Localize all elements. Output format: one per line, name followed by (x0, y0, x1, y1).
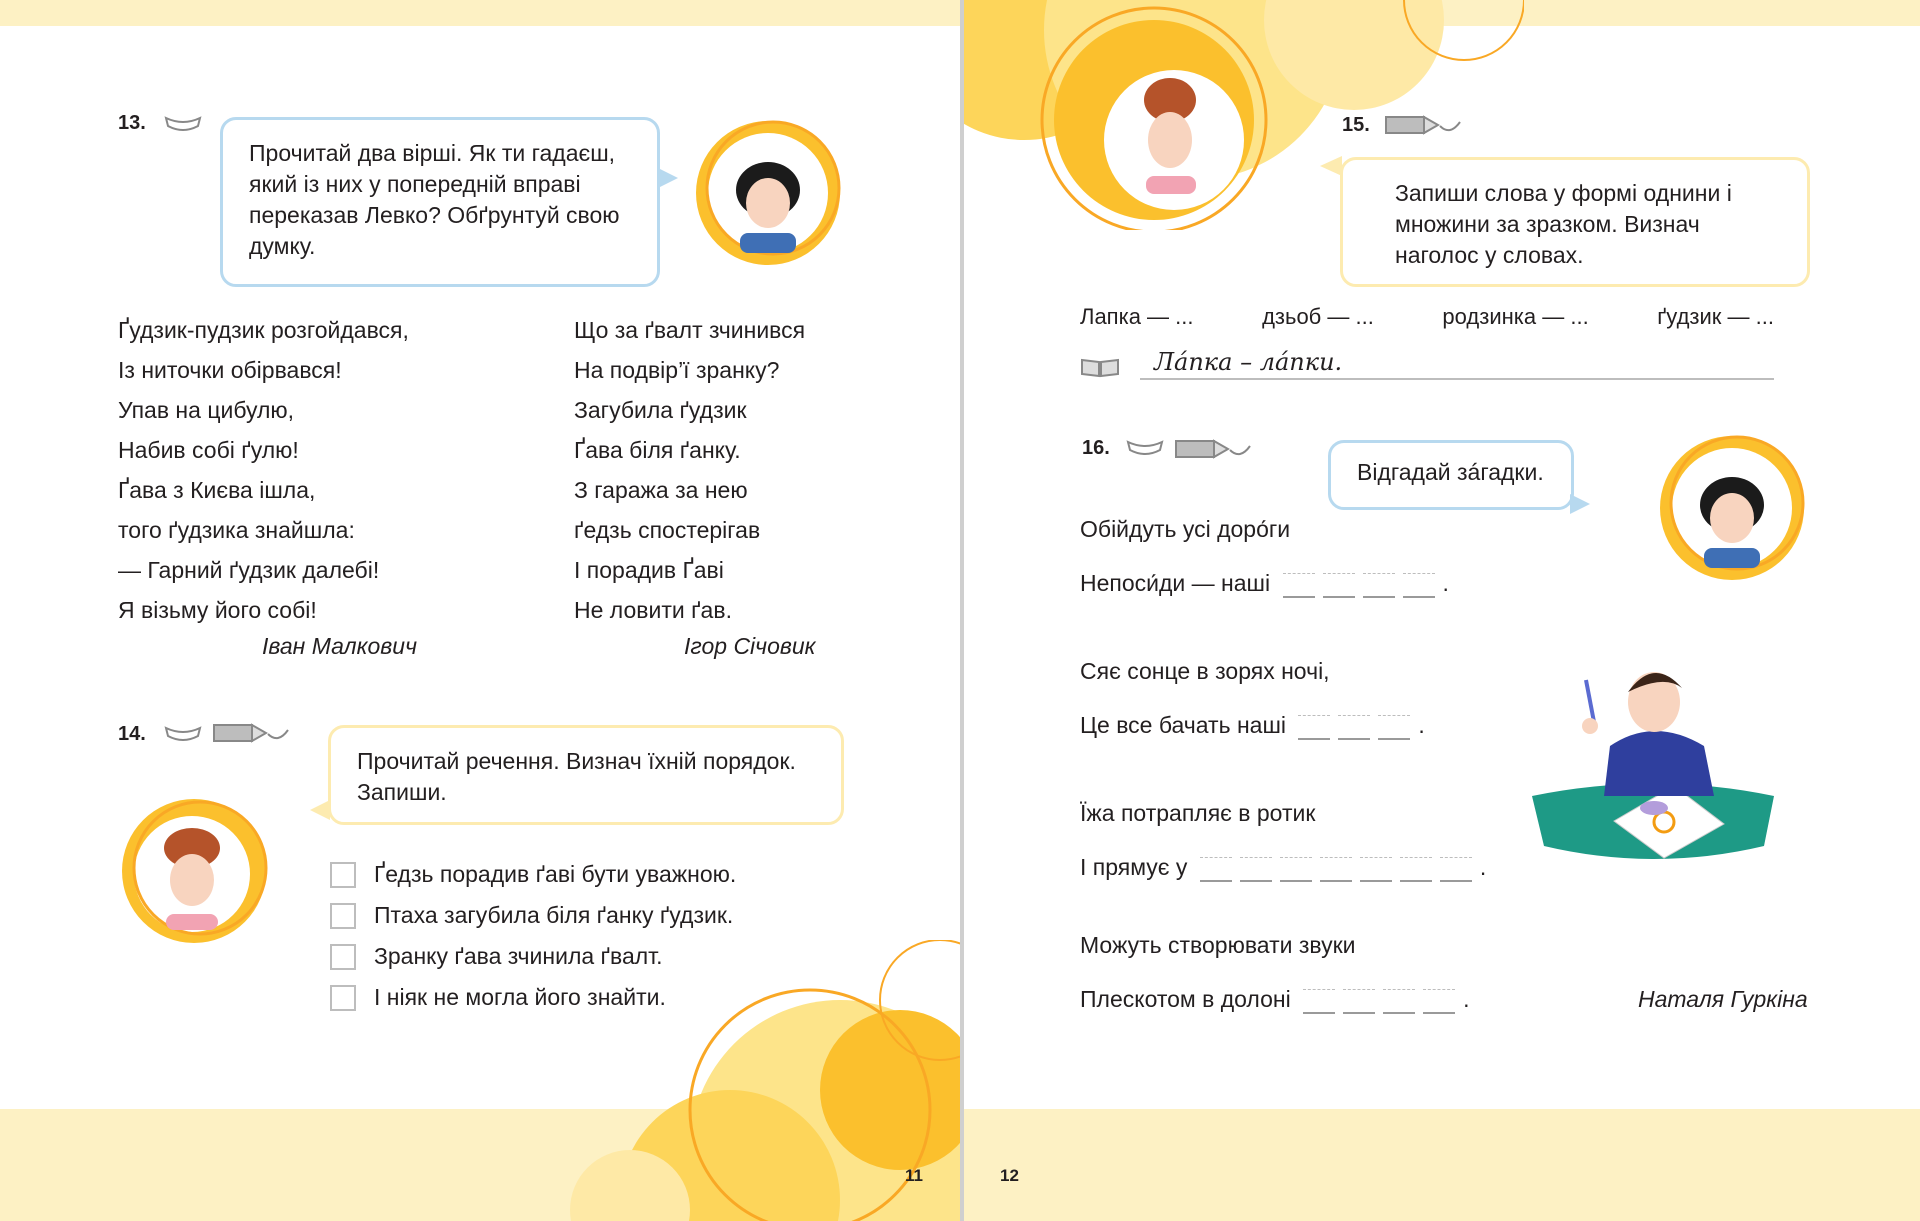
word-item: ґудзик — ... (1657, 304, 1774, 329)
riddle-3-line-2: І прямує у . (1080, 854, 1487, 880)
order-checkbox[interactable] (330, 985, 356, 1011)
exercise-14-instruction: Прочитай речення. Визнач їхній порядок. Запиши. (357, 748, 796, 805)
exercise-15-number: 15. (1342, 114, 1370, 136)
poem-line: Ґава біля ґанку. (574, 437, 741, 463)
poem-2 (574, 310, 805, 630)
example-line (1140, 348, 1774, 380)
riddle-4-line-2: Плескотом в долоні . (1080, 986, 1470, 1012)
answer-blank[interactable] (1200, 857, 1480, 881)
sentence-text: І ніяк не могла його знайти. (374, 984, 666, 1010)
riddle-1-line-2: Непоси́ди — наші . (1080, 570, 1449, 596)
page-number: 12 (1000, 1166, 1019, 1185)
girl-dark-hair-avatar-icon (1652, 433, 1812, 583)
poem-line: З гаража за нею (574, 477, 748, 503)
exercise-13-instruction: Прочитай два вірші. Як ти гадаєш, який із них у попередній вправі переказав Левко? Обґрунтуй свою думку. (249, 140, 620, 259)
poem-line: На подвір’ї зранку? (574, 357, 780, 383)
answer-blank[interactable] (1283, 573, 1443, 597)
sentence-text: Ґедзь порадив ґаві бути уважною. (374, 861, 737, 887)
example-handwriting: Ла́пка – ла́пки. (1154, 348, 1343, 376)
answer-blank[interactable] (1303, 989, 1463, 1013)
page-number: 11 (905, 1166, 923, 1185)
riddle-2-line-1: Сяє сонце в зорях ночі, (1080, 658, 1330, 684)
word-item: родзинка — ... (1442, 304, 1589, 329)
poem-line: Ґудзик-пудзик розгойдався, (118, 317, 409, 343)
girl-dark-hair-avatar-icon (688, 118, 848, 268)
read-book-icon (164, 724, 202, 746)
exercise-16-number: 16. (1082, 437, 1110, 459)
riddle-1-line-1: Обійдуть усі доро́ги (1080, 516, 1291, 542)
pencil-write-icon (1384, 112, 1464, 138)
open-book-icon (1080, 356, 1120, 378)
poem-line: І порадив Ґаві (574, 557, 724, 583)
exercise-15-bubble (1340, 157, 1810, 287)
riddle-1-text: Непоси́ди — наші (1080, 570, 1271, 596)
word-item: Лапка — ... (1080, 304, 1194, 329)
boy-drawing-illustration-icon (1524, 636, 1784, 872)
sentence-order-list (330, 854, 736, 1018)
read-book-icon (164, 114, 202, 136)
bubble-tail (1570, 494, 1590, 514)
top-band (0, 0, 960, 26)
riddle-2-line-2: Це все бачать наші . (1080, 712, 1425, 738)
poem-line: Що за ґвалт зчинився (574, 317, 806, 343)
pencil-write-icon (212, 720, 292, 746)
poem-line: Ґава з Києва ішла, (118, 477, 316, 503)
riddles-author: Наталя Гуркіна (1638, 986, 1808, 1012)
exercise-13-number: 13. (118, 112, 146, 134)
poem-1-author: Іван Малкович (262, 633, 418, 659)
right-page (964, 0, 1920, 1221)
poem-line: Загубила ґудзик (574, 397, 747, 423)
read-book-icon (1126, 438, 1164, 460)
poem-line: ґедзь спостерігав (574, 517, 761, 543)
bubble-tail (658, 168, 678, 188)
exercise-13-bubble (220, 117, 660, 287)
poem-line: — Гарний ґудзик далебі! (118, 557, 380, 583)
order-checkbox[interactable] (330, 903, 356, 929)
poem-2-author: Ігор Січовик (684, 633, 816, 659)
riddle-3-text: І прямує у (1080, 854, 1188, 880)
list-item (330, 936, 736, 977)
poem-line: Я візьму його собі! (118, 597, 317, 623)
sentence-text: Зранку ґава зчинила ґвалт. (374, 943, 663, 969)
list-item (330, 854, 736, 895)
word-item: дзьоб — ... (1262, 304, 1374, 329)
bubble-tail (1320, 156, 1342, 176)
poem-line: Набив собі ґулю! (118, 437, 299, 463)
exercise-14-number: 14. (118, 723, 146, 745)
poem-line: Не ловити ґав. (574, 597, 732, 623)
exercise-15-instruction: Запиши слова у формі однини і множини за зразком. Визнач наголос у словах. (1395, 180, 1732, 268)
list-item (330, 977, 736, 1018)
riddle-3-line-1: Їжа потрапляє в ротик (1080, 800, 1316, 826)
girl-red-hair-avatar-icon (114, 796, 274, 946)
riddle-2-text: Це все бачать наші (1080, 712, 1287, 738)
sentence-text: Птаха загубила біля ґанку ґудзик. (374, 902, 734, 928)
bottom-band (964, 1109, 1920, 1221)
exercise-16-instruction: Відгадай зáгадки. (1357, 459, 1544, 485)
answer-blank[interactable] (1298, 715, 1418, 739)
exercise-16-bubble (1328, 440, 1574, 510)
bubble-tail (310, 800, 330, 820)
riddle-4-text: Плескотом в долоні (1080, 986, 1291, 1012)
poem-1 (118, 310, 409, 630)
riddle-4-line-1: Можуть створювати звуки (1080, 932, 1356, 958)
pencil-write-icon (1174, 436, 1254, 462)
exercise-14-bubble (328, 725, 844, 825)
order-checkbox[interactable] (330, 862, 356, 888)
poem-line: Із ниточки обірвався! (118, 357, 342, 383)
order-checkbox[interactable] (330, 944, 356, 970)
poem-line: того ґудзика знайшла: (118, 517, 355, 543)
poem-line: Упав на цибулю, (118, 397, 295, 423)
list-item (330, 895, 736, 936)
word-list (1080, 304, 1774, 330)
